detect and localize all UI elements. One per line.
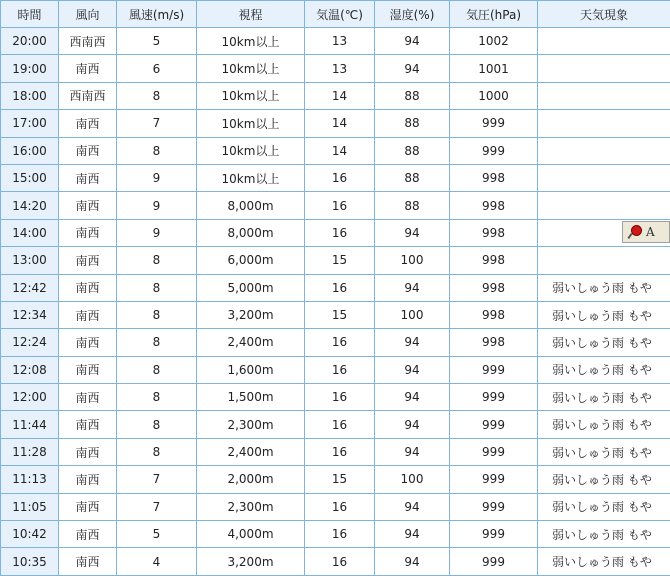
cell-temperature: 14 [305,110,375,137]
cell-wind-speed: 8 [117,274,197,301]
table-row [1,301,670,328]
cell-temperature: 16 [305,384,375,411]
cell-temperature: 15 [305,301,375,328]
cell-time: 11:05 [1,493,59,520]
cell-visibility: 3,200m [197,301,305,328]
col-header-wind-speed: 風速(m/s) [117,1,197,28]
cell-time: 19:00 [1,55,59,82]
cell-visibility: 10km以上 [197,137,305,164]
cell-time: 12:00 [1,384,59,411]
header-row [1,1,670,28]
cell-temperature: 16 [305,274,375,301]
cell-wind-direction: 南西 [59,247,117,274]
cell-humidity: 100 [375,247,450,274]
cell-temperature: 14 [305,137,375,164]
cell-weather [538,55,670,82]
cell-temperature: 16 [305,411,375,438]
cell-wind-speed: 5 [117,28,197,55]
cell-temperature: 15 [305,247,375,274]
cell-wind-direction: 南西 [59,411,117,438]
cell-temperature: 14 [305,82,375,109]
cell-pressure: 998 [450,219,538,246]
cell-wind-speed: 8 [117,247,197,274]
cell-pressure: 999 [450,466,538,493]
cell-pressure: 999 [450,411,538,438]
cell-pressure: 998 [450,301,538,328]
cell-pressure: 998 [450,274,538,301]
toolbar-a-label[interactable]: A [646,225,655,239]
cell-pressure: 999 [450,137,538,164]
cell-visibility: 5,000m [197,274,305,301]
cell-temperature: 16 [305,493,375,520]
cell-temperature: 16 [305,521,375,548]
cell-weather [538,247,670,274]
cell-humidity: 94 [375,28,450,55]
cell-wind-direction: 南西 [59,301,117,328]
col-header-visibility: 視程 [197,1,305,28]
cell-temperature: 16 [305,548,375,575]
cell-time: 11:13 [1,466,59,493]
cell-visibility: 2,400m [197,329,305,356]
cell-wind-direction: 南西 [59,219,117,246]
cell-temperature: 15 [305,466,375,493]
table-row [1,329,670,356]
cell-wind-speed: 9 [117,192,197,219]
cell-time: 12:34 [1,301,59,328]
cell-wind-direction: 南西 [59,137,117,164]
cell-wind-direction: 南西 [59,356,117,383]
table-row [1,521,670,548]
cell-humidity: 94 [375,55,450,82]
cell-humidity: 88 [375,110,450,137]
cell-wind-direction: 南西 [59,164,117,191]
cell-weather: 弱いしゅう雨 もや [538,493,670,520]
cell-wind-speed: 9 [117,164,197,191]
cell-visibility: 1,600m [197,356,305,383]
cell-weather [538,192,670,219]
cell-pressure: 1000 [450,82,538,109]
cell-wind-direction: 南西 [59,384,117,411]
cell-wind-speed: 8 [117,137,197,164]
cell-time: 16:00 [1,137,59,164]
cell-humidity: 88 [375,137,450,164]
cell-pressure: 999 [450,438,538,465]
cell-time: 12:08 [1,356,59,383]
cell-wind-speed: 5 [117,521,197,548]
cell-pressure: 999 [450,384,538,411]
cell-time: 12:42 [1,274,59,301]
table-row [1,192,670,219]
cell-humidity: 94 [375,411,450,438]
cell-weather: 弱いしゅう雨 もや [538,521,670,548]
cell-weather: 弱いしゅう雨 もや [538,356,670,383]
cell-pressure: 999 [450,548,538,575]
cell-weather: 弱いしゅう雨 もや [538,466,670,493]
cell-visibility: 2,300m [197,411,305,438]
cell-humidity: 94 [375,548,450,575]
cell-time: 17:00 [1,110,59,137]
cell-visibility: 10km以上 [197,110,305,137]
cell-weather [538,28,670,55]
cell-pressure: 999 [450,356,538,383]
cell-temperature: 16 [305,192,375,219]
cell-visibility: 1,500m [197,384,305,411]
cell-humidity: 94 [375,438,450,465]
cell-weather: 弱いしゅう雨 もや [538,548,670,575]
cell-wind-speed: 7 [117,466,197,493]
cell-wind-speed: 8 [117,411,197,438]
cell-weather: 弱いしゅう雨 もや [538,384,670,411]
cell-visibility: 8,000m [197,192,305,219]
cell-visibility: 10km以上 [197,82,305,109]
cell-pressure: 999 [450,110,538,137]
cell-humidity: 88 [375,82,450,109]
cell-visibility: 10km以上 [197,28,305,55]
cell-humidity: 94 [375,384,450,411]
cell-wind-speed: 6 [117,55,197,82]
table-row [1,164,670,191]
cell-wind-speed: 7 [117,110,197,137]
table-row [1,219,670,246]
cell-wind-speed: 8 [117,384,197,411]
cell-wind-direction: 西南西 [59,82,117,109]
cell-wind-direction: 南西 [59,329,117,356]
cell-pressure: 999 [450,521,538,548]
cell-wind-speed: 9 [117,219,197,246]
cell-time: 14:00 [1,219,59,246]
cell-wind-speed: 8 [117,356,197,383]
cell-wind-direction: 南西 [59,466,117,493]
cell-wind-speed: 8 [117,438,197,465]
cell-time: 18:00 [1,82,59,109]
cell-temperature: 13 [305,28,375,55]
cell-wind-speed: 4 [117,548,197,575]
cell-humidity: 94 [375,356,450,383]
cell-wind-speed: 8 [117,329,197,356]
cell-humidity: 94 [375,521,450,548]
cell-visibility: 6,000m [197,247,305,274]
cell-wind-direction: 南西 [59,548,117,575]
cell-weather [538,82,670,109]
cell-temperature: 16 [305,164,375,191]
cell-weather: 弱いしゅう雨 もや [538,438,670,465]
col-header-humidity: 湿度(%) [375,1,450,28]
cell-weather: 弱いしゅう雨 もや [538,329,670,356]
table-row [1,411,670,438]
cell-temperature: 13 [305,55,375,82]
cell-visibility: 2,000m [197,466,305,493]
cell-wind-direction: 南西 [59,110,117,137]
cell-wind-direction: 南西 [59,493,117,520]
cell-humidity: 100 [375,466,450,493]
cell-humidity: 94 [375,274,450,301]
col-header-temperature: 気温(℃) [305,1,375,28]
cell-wind-direction: 南西 [59,192,117,219]
cell-wind-speed: 8 [117,82,197,109]
table-row [1,548,670,575]
cell-time: 15:00 [1,164,59,191]
cell-humidity: 88 [375,192,450,219]
cell-time: 20:00 [1,28,59,55]
cell-visibility: 8,000m [197,219,305,246]
cell-visibility: 10km以上 [197,55,305,82]
cell-weather [538,110,670,137]
cell-weather [538,164,670,191]
cell-pressure: 998 [450,192,538,219]
cell-wind-direction: 南西 [59,55,117,82]
cell-time: 14:20 [1,192,59,219]
table-row [1,384,670,411]
cell-temperature: 16 [305,219,375,246]
cell-weather: 弱いしゅう雨 もや [538,411,670,438]
cell-humidity: 88 [375,164,450,191]
table-row [1,356,670,383]
col-header-time: 時間 [1,1,59,28]
cell-time: 10:42 [1,521,59,548]
cell-temperature: 16 [305,329,375,356]
cell-visibility: 4,000m [197,521,305,548]
table-row [1,110,670,137]
floating-toolbar[interactable] [622,221,670,243]
cell-temperature: 16 [305,438,375,465]
cell-humidity: 100 [375,301,450,328]
cell-pressure: 998 [450,164,538,191]
table-row [1,466,670,493]
table-row [1,28,670,55]
cell-wind-speed: 7 [117,493,197,520]
cell-wind-direction: 南西 [59,521,117,548]
cell-time: 10:35 [1,548,59,575]
table-row [1,82,670,109]
cell-humidity: 94 [375,493,450,520]
cell-weather: 弱いしゅう雨 もや [538,274,670,301]
table-row [1,247,670,274]
pushpin-icon[interactable] [626,224,642,240]
cell-pressure: 1001 [450,55,538,82]
col-header-pressure: 気圧(hPa) [450,1,538,28]
cell-weather: 弱いしゅう雨 もや [538,301,670,328]
cell-weather [538,137,670,164]
cell-time: 11:28 [1,438,59,465]
cell-time: 13:00 [1,247,59,274]
table-row [1,137,670,164]
cell-visibility: 10km以上 [197,164,305,191]
col-header-wind-direction: 風向 [59,1,117,28]
col-header-weather: 天気現象 [538,1,670,28]
cell-visibility: 2,400m [197,438,305,465]
cell-visibility: 3,200m [197,548,305,575]
cell-wind-speed: 8 [117,301,197,328]
cell-pressure: 998 [450,329,538,356]
cell-temperature: 16 [305,356,375,383]
table-row [1,55,670,82]
table-row [1,438,670,465]
cell-visibility: 2,300m [197,493,305,520]
table-row [1,493,670,520]
cell-wind-direction: 西南西 [59,28,117,55]
cell-pressure: 998 [450,247,538,274]
cell-wind-direction: 南西 [59,274,117,301]
cell-time: 11:44 [1,411,59,438]
table-row [1,274,670,301]
cell-wind-direction: 南西 [59,438,117,465]
cell-humidity: 94 [375,219,450,246]
cell-time: 12:24 [1,329,59,356]
cell-pressure: 1002 [450,28,538,55]
cell-pressure: 999 [450,493,538,520]
cell-humidity: 94 [375,329,450,356]
